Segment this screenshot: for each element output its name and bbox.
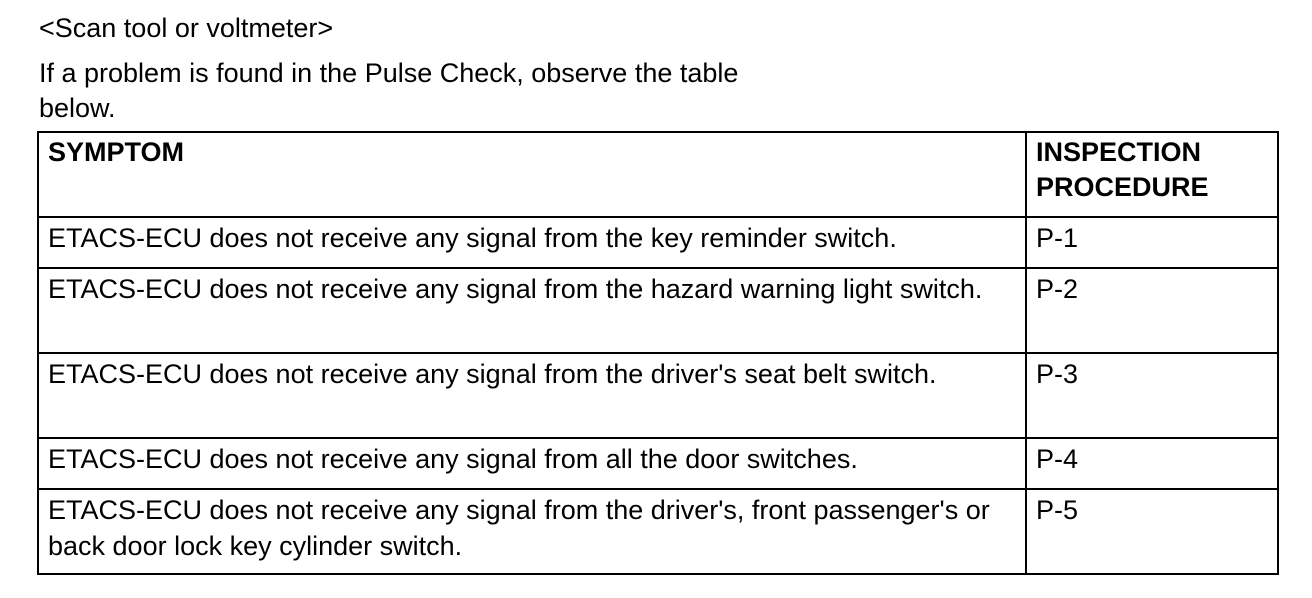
table-row bbox=[38, 268, 1278, 353]
header-symptom: SYMPTOM bbox=[38, 132, 1026, 217]
section-heading: <Scan tool or voltmeter> bbox=[39, 13, 334, 43]
symptom-cell: ETACS-ECU does not receive any signal from all the door switches. bbox=[38, 438, 1026, 489]
procedure-cell: P-5 bbox=[1026, 489, 1278, 574]
procedure-cell: P-2 bbox=[1026, 268, 1278, 353]
symptom-cell: ETACS-ECU does not receive any signal from the key reminder switch. bbox=[38, 217, 1026, 268]
symptom-cell: ETACS-ECU does not receive any signal from the hazard warning light switch. bbox=[38, 268, 1026, 353]
symptom-cell: ETACS-ECU does not receive any signal from the driver's seat belt switch. bbox=[38, 353, 1026, 438]
table-row bbox=[38, 217, 1278, 268]
procedure-cell: P-4 bbox=[1026, 438, 1278, 489]
procedure-cell: P-1 bbox=[1026, 217, 1278, 268]
intro-paragraph: If a problem is found in the Pulse Check, observe the table below. bbox=[39, 58, 739, 123]
symptom-cell: ETACS-ECU does not receive any signal from the driver's, front passenger's or back door lock key cylinder switch. bbox=[38, 489, 1026, 574]
procedure-cell: P-3 bbox=[1026, 353, 1278, 438]
table-row bbox=[38, 353, 1278, 438]
table-row bbox=[38, 438, 1278, 489]
table-header-row bbox=[38, 132, 1278, 217]
header-inspection-procedure: INSPECTION PROCEDURE bbox=[1026, 132, 1278, 217]
symptom-procedure-table bbox=[37, 131, 1279, 575]
table-row bbox=[38, 489, 1278, 574]
